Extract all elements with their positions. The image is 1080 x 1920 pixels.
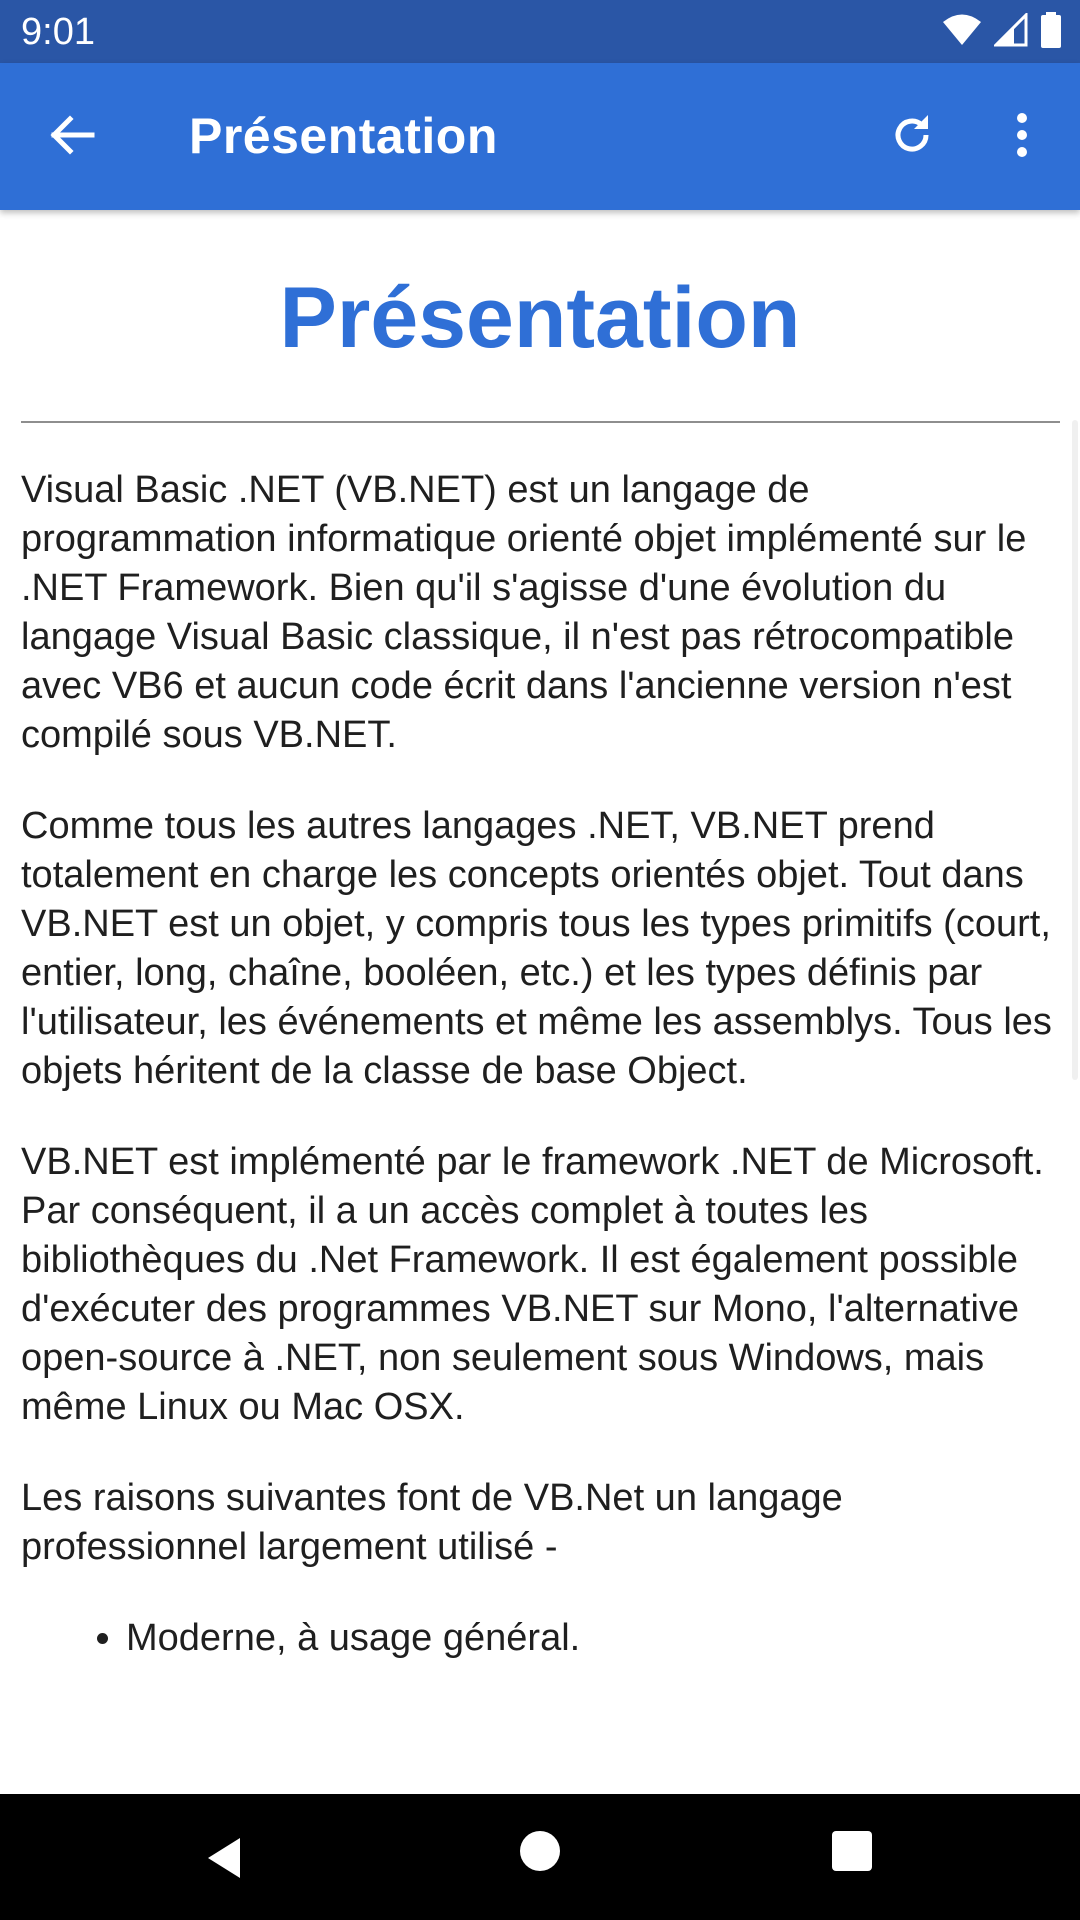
wifi-icon bbox=[942, 13, 982, 52]
app-bar-title: Présentation bbox=[189, 108, 498, 164]
scrollbar[interactable] bbox=[1072, 420, 1078, 1080]
more-options-button[interactable] bbox=[992, 107, 1052, 167]
nav-recents-icon[interactable] bbox=[832, 1831, 872, 1871]
status-icons bbox=[942, 12, 1062, 52]
back-button[interactable] bbox=[42, 107, 102, 167]
paragraph: Visual Basic .NET (VB.NET) est un langage de programmation informatique orienté objet implémenté sur le .NET Framework. Bien qu'il s'agisse d'une évolution du langage Visual Basic classique, il n'est pas rétrocompatible avec VB6 et aucun code écrit dans l'ancienne version n'est compilé sous VB.NET. bbox=[21, 469, 1027, 756]
nav-back-icon[interactable] bbox=[200, 1830, 260, 1886]
status-time: 9:01 bbox=[21, 11, 95, 53]
bullet-list bbox=[21, 1614, 1061, 1663]
list-item: • Moderne, à usage général. bbox=[126, 1614, 1061, 1663]
article-body bbox=[21, 466, 1061, 1663]
navigation-bar bbox=[0, 1794, 1080, 1920]
paragraph: Comme tous les autres langages .NET, VB.NET prend totalement en charge les concepts orientés objet. Tout dans VB.NET est un objet, y compris tous les types primitifs (court, entier, long, chaîne, booléen, etc.) et les types définis par l'utilisateur, les événements et même les assemblys. Tous les objets héritent de la classe de base Object. bbox=[21, 805, 1052, 1092]
status-bar bbox=[0, 0, 1080, 63]
paragraph: Les raisons suivantes font de VB.Net un langage professionnel largement utilisé - bbox=[21, 1477, 843, 1568]
refresh-icon bbox=[888, 111, 936, 164]
more-vert-icon bbox=[1016, 112, 1028, 163]
paragraph: VB.NET est implémenté par le framework .NET de Microsoft. Par conséquent, il a un accès complet à toutes les bibliothèques du .Net Framework. Il est également possible d'exécuter des programmes VB.NET sur Mono, l'alternative open-source à .NET, non seulement sous Windows, mais même Linux ou Mac OSX. bbox=[21, 1141, 1044, 1428]
signal-icon bbox=[994, 13, 1028, 52]
divider bbox=[21, 421, 1060, 423]
refresh-button[interactable] bbox=[882, 107, 942, 167]
battery-icon bbox=[1040, 12, 1062, 53]
content-area[interactable] bbox=[0, 210, 1080, 1794]
page-heading: Présentation bbox=[279, 270, 801, 366]
nav-home-icon[interactable] bbox=[520, 1831, 560, 1871]
app-bar bbox=[0, 63, 1080, 210]
back-arrow-icon bbox=[48, 115, 96, 160]
